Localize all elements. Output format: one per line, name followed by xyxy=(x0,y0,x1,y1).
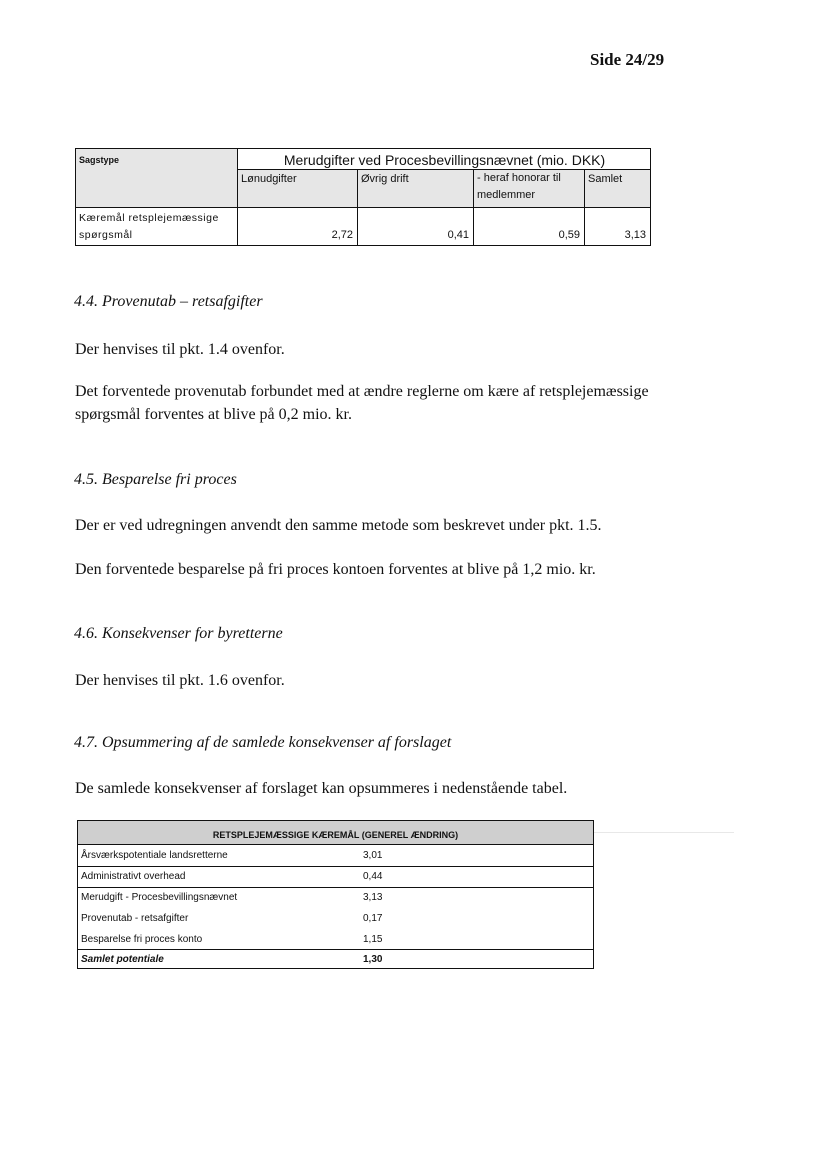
total-label: Samlet potentiale xyxy=(81,954,164,965)
row-value: 3,01 xyxy=(363,850,383,861)
row-label: Besparelse fri proces konto xyxy=(81,934,203,945)
row-label: Merudgift - Procesbevillingsnævnet xyxy=(81,892,238,903)
sagstype-header: Sagstype xyxy=(79,155,120,165)
sub-header-oevrig-drift: Øvrig drift xyxy=(358,170,473,207)
row-label-line2: spørgsmål xyxy=(79,229,133,241)
paragraph-4-7-1: De samlede konsekvenser af forslaget kan opsummeres i nedenstående tabel. xyxy=(75,780,568,797)
row-label: Provenutab - retsafgifter xyxy=(81,913,189,924)
sub-header-loenudgifter: Lønudgifter xyxy=(238,170,357,207)
paragraph-4-5-2: Den forventede besparelse på fri proces kontoen forventes at blive på 1,2 mio. kr. xyxy=(75,561,596,578)
total-value: 1,30 xyxy=(363,954,383,965)
heading-4-4: 4.4. Provenutab – retsafgifter xyxy=(74,293,263,310)
table-row xyxy=(78,866,593,887)
heading-4-5: 4.5. Besparelse fri proces xyxy=(74,471,237,488)
summary-table xyxy=(77,820,594,969)
heading-4-6: 4.6. Konsekvenser for byretterne xyxy=(74,625,283,642)
paragraph-4-4-1: Der henvises til pkt. 1.4 ovenfor. xyxy=(75,341,285,358)
row-label-line1: Kæremål retsplejemæssige xyxy=(79,212,219,224)
paragraph-4-4-2-line1: Det forventede provenutab forbundet med at ændre reglerne om kære af retsplejemæssige xyxy=(75,383,649,400)
row-value: 1,15 xyxy=(363,934,383,945)
value-honorar: 0,59 xyxy=(558,229,580,241)
table-row xyxy=(78,908,593,929)
sub-header-honorar: - heraf honorar til medlemmer xyxy=(474,170,584,207)
sub-header-samlet: Samlet xyxy=(585,170,650,207)
paragraph-4-4-2-line2: spørgsmål forventes at blive på 0,2 mio. kr. xyxy=(75,406,352,423)
paragraph-4-6-1: Der henvises til pkt. 1.6 ovenfor. xyxy=(75,672,285,689)
page-number: Side 24/29 xyxy=(590,50,665,69)
sagstype-header-cell xyxy=(76,149,237,207)
paragraph-4-5-1: Der er ved udregningen anvendt den samme metode som beskrevet under pkt. 1.5. xyxy=(75,517,602,534)
value-oevrig-drift: 0,41 xyxy=(447,229,469,241)
heading-4-7: 4.7. Opsummering af de samlede konsekvenser af forslaget xyxy=(74,734,452,751)
row-value: 0,17 xyxy=(363,913,383,924)
main-header: Merudgifter ved Procesbevillingsnævnet (mio. DKK) xyxy=(283,152,606,168)
row-value: 3,13 xyxy=(363,892,383,903)
value-loenudgifter: 2,72 xyxy=(331,229,353,241)
row-label: Årsværkspotentiale landsretterne xyxy=(81,850,228,861)
scan-artifact-line xyxy=(594,832,734,833)
grid-line xyxy=(238,169,651,170)
table-row xyxy=(78,845,593,866)
total-row xyxy=(78,949,593,970)
row-label: Administrativt overhead xyxy=(81,871,186,882)
row-value: 0,44 xyxy=(363,871,383,882)
row-label xyxy=(76,208,237,246)
table-row xyxy=(78,887,593,908)
cost-table xyxy=(75,148,651,246)
table-row xyxy=(78,929,593,950)
grid-line xyxy=(76,207,651,208)
summary-table-title: RETSPLEJEMÆSSIGE KÆREMÅL (GENEREL ÆNDRING) xyxy=(78,821,593,845)
grid-line xyxy=(237,149,238,245)
paragraph-4-4-2 xyxy=(75,380,695,426)
value-samlet: 3,13 xyxy=(624,229,646,241)
